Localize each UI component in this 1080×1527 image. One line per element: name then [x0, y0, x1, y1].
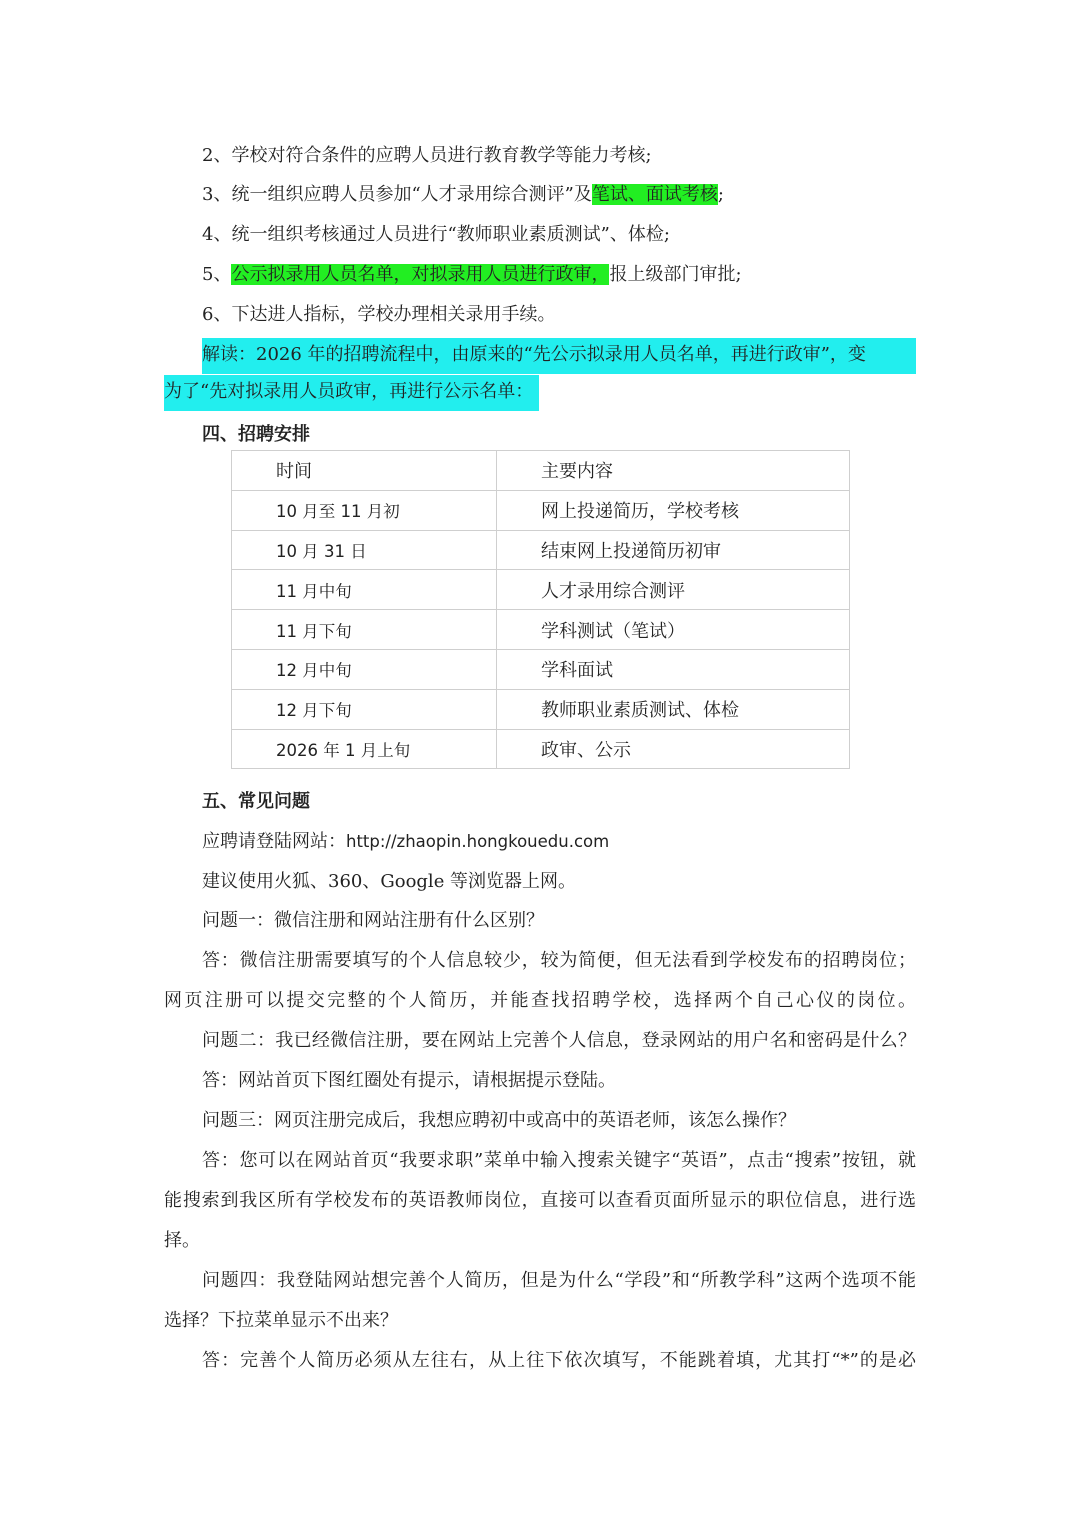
table-row — [232, 610, 850, 650]
table-cell-time: 10 月 31 日 — [232, 530, 497, 570]
step-text: 下达进人指标，学校办理相关录用手续。 — [231, 304, 556, 325]
step-text-end: 报上级部门审批; — [609, 264, 742, 285]
table-header-row — [232, 451, 850, 491]
table-cell-time: 11 月下旬 — [232, 610, 497, 650]
answer-3-line-2: 能搜索到我区所有学校发布的英语教师岗位，直接可以查看页面所显示的职位信息，进行选 — [164, 1190, 916, 1211]
answer-2: 答：网站首页下图红圈处有提示，请根据提示登陆。 — [202, 1070, 616, 1091]
table-cell-content: 教师职业素质测试、体检 — [497, 689, 850, 729]
table-cell-time: 2026 年 1 月上旬 — [232, 729, 497, 769]
table-cell-content: 人才录用综合测评 — [497, 570, 850, 610]
interpretation-text: 解读：2026 年的招聘流程中，由原来的“先公示拟录用人员名单，再进行政审”，变 — [202, 338, 916, 374]
schedule-table — [231, 450, 850, 769]
question-1: 问题一：微信注册和网站注册有什么区别？ — [202, 910, 544, 931]
table-row — [232, 570, 850, 610]
step-text: 学校对符合条件的应聘人员进行教育教学等能力考核; — [231, 145, 652, 166]
step-4 — [202, 218, 916, 252]
step-text: 统一组织考核通过人员进行“教师职业素质测试”、体检; — [231, 224, 670, 245]
table-row — [232, 729, 850, 769]
answer-3-line-1: 答：您可以在网站首页“我要求职”菜单中输入搜索关键字“英语”，点击“搜索”按钮，就 — [202, 1150, 916, 1171]
question-4-line-2: 选择？下拉菜单显示不出来？ — [164, 1310, 398, 1331]
section-title-schedule: 四、招聘安排 — [202, 424, 310, 445]
site-line — [202, 825, 916, 859]
highlighted-text: 笔试、面试考核 — [591, 184, 718, 205]
table-cell-content: 政审、公示 — [497, 729, 850, 769]
interpretation-text: 为了“先对拟录用人员政审，再进行公示名单： — [164, 375, 539, 411]
step-text: 统一组织应聘人员参加“人才录用综合测评”及 — [231, 184, 592, 205]
interpretation-line-2 — [164, 375, 916, 411]
table-cell-time: 10 月至 11 月初 — [232, 490, 497, 530]
table-cell-content: 学科测试（笔试） — [497, 610, 850, 650]
step-number: 3、 — [202, 184, 232, 205]
table-header-time: 时间 — [232, 451, 497, 491]
table-row — [232, 689, 850, 729]
step-number: 5、 — [202, 264, 232, 285]
step-3 — [202, 178, 916, 212]
step-6 — [202, 298, 916, 332]
table-row — [232, 649, 850, 689]
section-title-faq: 五、常见问题 — [202, 791, 310, 812]
browser-tip: 建议使用火狐、360、Google 等浏览器上网。 — [202, 871, 577, 892]
step-2 — [202, 139, 916, 173]
interpretation-line-1 — [202, 338, 916, 374]
answer-1-line-1: 答：微信注册需要填写的个人信息较少，较为简便，但无法看到学校发布的招聘岗位； — [202, 950, 916, 971]
question-4-line-1: 问题四：我登陆网站想完善个人简历，但是为什么“学段”和“所教学科”这两个选项不能 — [202, 1270, 916, 1291]
step-number: 2、 — [202, 145, 232, 166]
answer-1-line-2: 网页注册可以提交完整的个人简历，并能查找招聘学校，选择两个自己心仪的岗位。 — [164, 990, 916, 1011]
table-cell-time: 12 月下旬 — [232, 689, 497, 729]
answer-3-line-3: 择。 — [164, 1230, 200, 1251]
question-2: 问题二：我已经微信注册，要在网站上完善个人信息，登录网站的用户名和密码是什么？ — [202, 1030, 916, 1051]
table-cell-content: 结束网上投递简历初审 — [497, 530, 850, 570]
highlighted-text: 公示拟录用人员名单，对拟录用人员进行政审， — [231, 264, 610, 285]
answer-4-line-1: 答：完善个人简历必须从左往右，从上往下依次填写，不能跳着填，尤其打“*”的是必 — [202, 1350, 916, 1371]
table-cell-time: 11 月中旬 — [232, 570, 497, 610]
step-number: 4、 — [202, 224, 232, 245]
table-cell-time: 12 月中旬 — [232, 649, 497, 689]
table-cell-content: 网上投递简历，学校考核 — [497, 490, 850, 530]
step-number: 6、 — [202, 304, 232, 325]
step-text-end: ; — [717, 184, 724, 205]
table-cell-content: 学科面试 — [497, 649, 850, 689]
step-5 — [202, 258, 916, 292]
site-url-link[interactable]: http://zhaopin.hongkouedu.com — [346, 832, 610, 851]
table-header-content: 主要内容 — [497, 451, 850, 491]
table-row — [232, 530, 850, 570]
table-row — [232, 490, 850, 530]
site-label: 应聘请登陆网站： — [202, 831, 346, 852]
question-3: 问题三：网页注册完成后，我想应聘初中或高中的英语老师，该怎么操作？ — [202, 1110, 796, 1131]
